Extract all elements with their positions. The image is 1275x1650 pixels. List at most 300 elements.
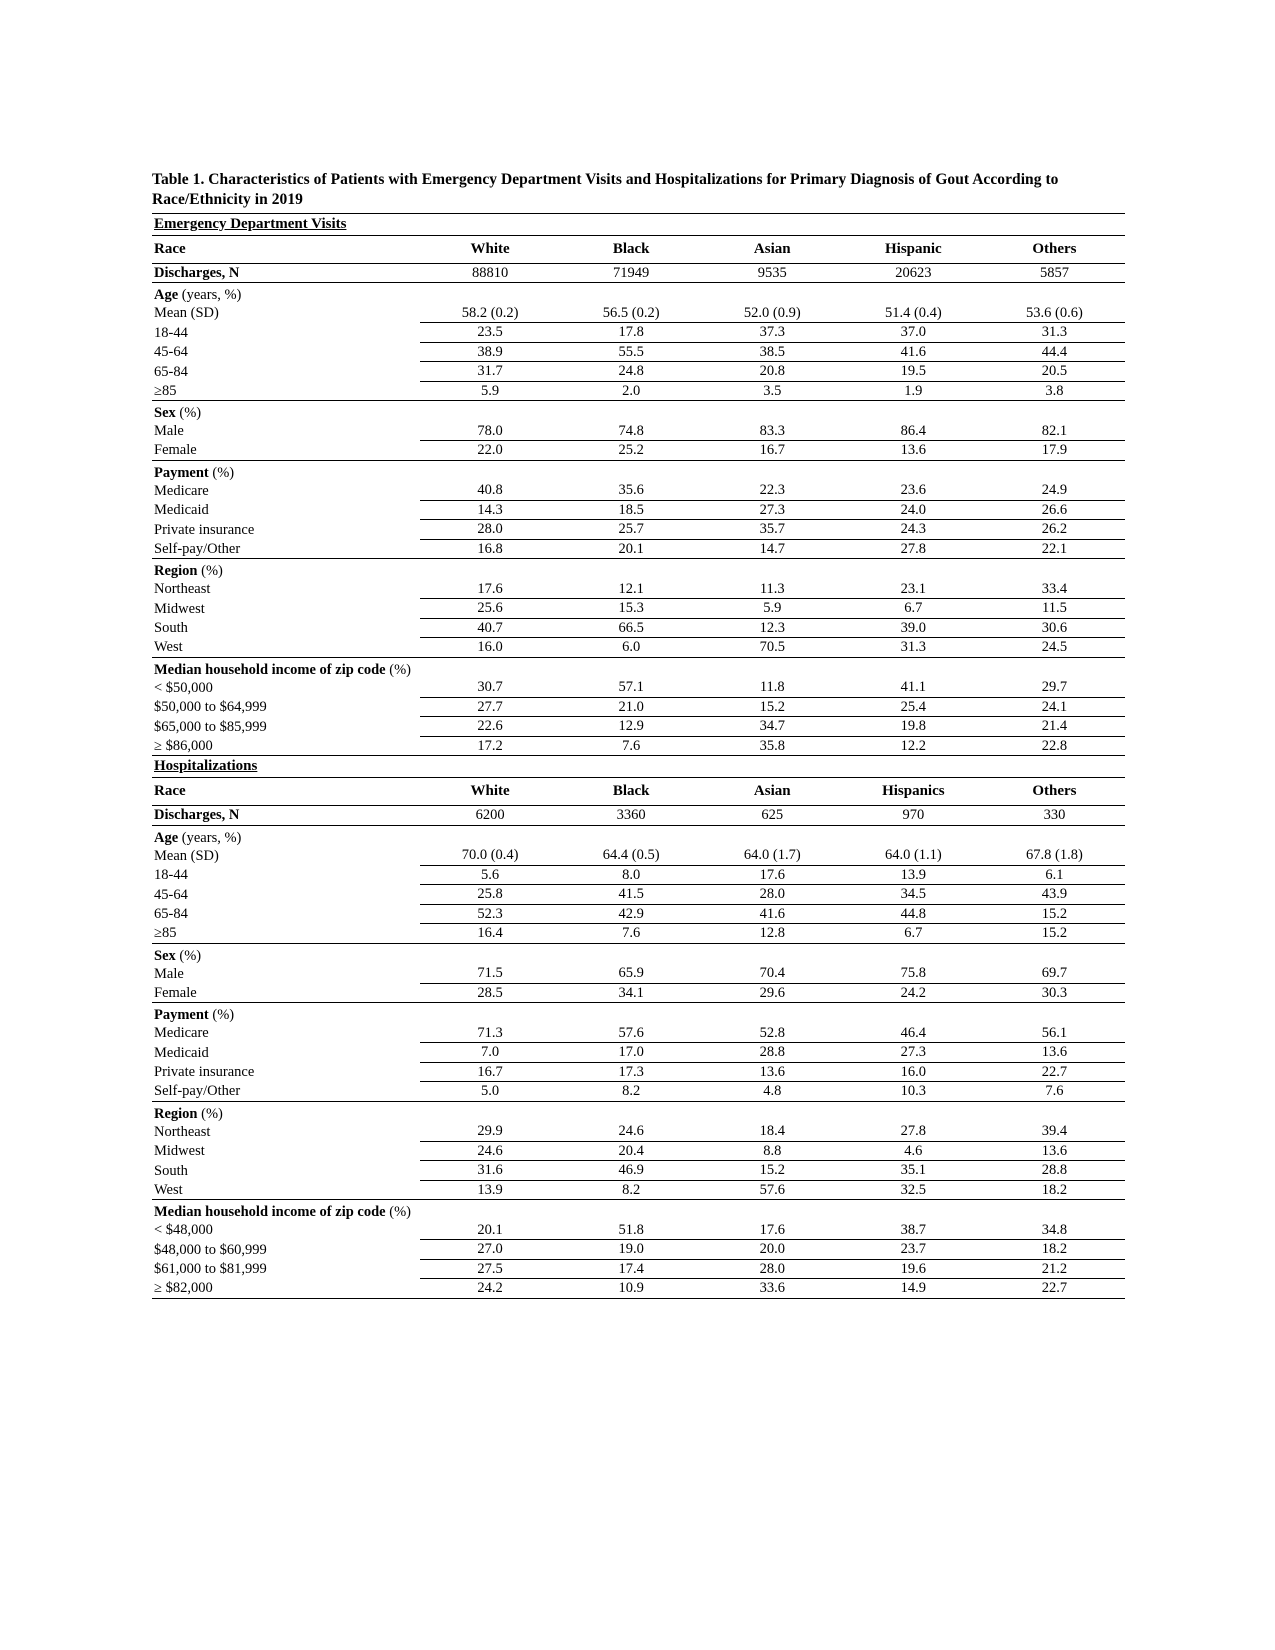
cell-value: 625 bbox=[702, 806, 843, 826]
cell-value: 6.7 bbox=[843, 924, 984, 944]
cell-value: 9535 bbox=[702, 263, 843, 283]
cell-value: 15.2 bbox=[702, 1161, 843, 1181]
cell-value: 23.5 bbox=[420, 323, 561, 343]
group-heading bbox=[152, 825, 1125, 846]
cell-value: 15.2 bbox=[984, 904, 1125, 924]
cell-value: 12.2 bbox=[843, 736, 984, 756]
cell-value: 6.0 bbox=[561, 638, 702, 658]
table-row bbox=[152, 638, 1125, 658]
row-label: Medicaid bbox=[154, 502, 209, 519]
cell-value: 17.9 bbox=[984, 441, 1125, 461]
row-label: $50,000 to $64,999 bbox=[154, 699, 267, 716]
table-row bbox=[152, 323, 1125, 343]
row-label: Medicaid bbox=[154, 1044, 209, 1061]
row-label: Discharges, N bbox=[152, 263, 420, 283]
cell-value: 5857 bbox=[984, 263, 1125, 283]
cell-value: 21.2 bbox=[984, 1259, 1125, 1279]
row-label: < $50,000 bbox=[154, 679, 213, 696]
group-heading-name: Payment bbox=[154, 1007, 209, 1024]
cell-value: 20.1 bbox=[561, 539, 702, 559]
table-row bbox=[152, 904, 1125, 924]
cell-value: 22.6 bbox=[420, 717, 561, 737]
cell-value: 6.1 bbox=[984, 865, 1125, 885]
column-header: Hispanic bbox=[843, 235, 984, 263]
column-header: Asian bbox=[702, 235, 843, 263]
cell-value: 67.8 (1.8) bbox=[984, 846, 1125, 865]
cell-value: 13.9 bbox=[843, 865, 984, 885]
cell-value: 13.6 bbox=[984, 1141, 1125, 1161]
group-heading bbox=[152, 943, 1125, 964]
group-heading-name: Region bbox=[154, 563, 198, 580]
cell-value: 35.8 bbox=[702, 736, 843, 756]
cell-value: 82.1 bbox=[984, 422, 1125, 441]
table-row bbox=[152, 964, 1125, 983]
cell-value: 5.0 bbox=[420, 1082, 561, 1102]
cell-value: 64.0 (1.7) bbox=[702, 846, 843, 865]
cell-value: 35.7 bbox=[702, 520, 843, 540]
cell-value: 20.0 bbox=[702, 1240, 843, 1260]
cell-value: 33.6 bbox=[702, 1279, 843, 1299]
cell-value: 22.1 bbox=[984, 539, 1125, 559]
cell-value: 5.9 bbox=[702, 599, 843, 619]
table-row bbox=[152, 1240, 1125, 1260]
table-row bbox=[152, 539, 1125, 559]
cell-value: 35.6 bbox=[561, 481, 702, 500]
cell-value: 24.0 bbox=[843, 500, 984, 520]
cell-value: 70.5 bbox=[702, 638, 843, 658]
cell-value: 6200 bbox=[420, 806, 561, 826]
cell-value: 17.6 bbox=[420, 580, 561, 599]
group-heading-unit: (%) bbox=[208, 1007, 235, 1024]
cell-value: 34.8 bbox=[984, 1221, 1125, 1240]
cell-value: 19.0 bbox=[561, 1240, 702, 1260]
cell-value: 13.6 bbox=[843, 441, 984, 461]
cell-value: 41.6 bbox=[702, 904, 843, 924]
group-heading bbox=[152, 1200, 1125, 1221]
table-row bbox=[152, 924, 1125, 944]
cell-value: 34.5 bbox=[843, 885, 984, 905]
cell-value: 13.6 bbox=[702, 1062, 843, 1082]
section-heading: Hospitalizations bbox=[152, 756, 1125, 778]
cell-value: 27.7 bbox=[420, 697, 561, 717]
cell-value: 38.9 bbox=[420, 342, 561, 362]
cell-value: 20.1 bbox=[420, 1221, 561, 1240]
column-header: Black bbox=[561, 778, 702, 806]
cell-value: 14.3 bbox=[420, 500, 561, 520]
cell-value: 34.7 bbox=[702, 717, 843, 737]
group-heading-name: Age bbox=[154, 287, 179, 304]
cell-value: 20623 bbox=[843, 263, 984, 283]
cell-value: 44.8 bbox=[843, 904, 984, 924]
cell-value: 16.8 bbox=[420, 539, 561, 559]
table-row bbox=[152, 1141, 1125, 1161]
cell-value: 16.4 bbox=[420, 924, 561, 944]
cell-value: 65.9 bbox=[561, 964, 702, 983]
cell-value: 32.5 bbox=[843, 1180, 984, 1200]
cell-value: 7.0 bbox=[420, 1043, 561, 1063]
cell-value: 83.3 bbox=[702, 422, 843, 441]
column-header: Race bbox=[152, 778, 420, 806]
cell-value: 56.1 bbox=[984, 1024, 1125, 1043]
cell-value: 71949 bbox=[561, 263, 702, 283]
cell-value: 8.8 bbox=[702, 1141, 843, 1161]
group-heading-unit: (%) bbox=[175, 947, 202, 964]
group-heading-unit: (%) bbox=[197, 1105, 223, 1122]
cell-value: 22.7 bbox=[984, 1279, 1125, 1299]
cell-value: 25.8 bbox=[420, 885, 561, 905]
cell-value: 38.5 bbox=[702, 342, 843, 362]
group-heading-unit: (%) bbox=[208, 464, 235, 481]
row-label: $48,000 to $60,999 bbox=[154, 1241, 267, 1258]
table-row bbox=[152, 342, 1125, 362]
table-caption-line1: Table 1. Characteristics of Patients with Emergency Department Visits and Hospitalizations for Primary Diagnosis of Gout bbox=[152, 171, 970, 188]
cell-value: 64.4 (0.5) bbox=[561, 846, 702, 865]
table-row bbox=[152, 1082, 1125, 1102]
cell-value: 11.3 bbox=[702, 580, 843, 599]
cell-value: 10.9 bbox=[561, 1279, 702, 1299]
cell-value: 41.5 bbox=[561, 885, 702, 905]
cell-value: 3.8 bbox=[984, 381, 1125, 401]
column-header: Asian bbox=[702, 778, 843, 806]
cell-value: 27.8 bbox=[843, 539, 984, 559]
table-row bbox=[152, 1024, 1125, 1043]
cell-value: 64.0 (1.1) bbox=[843, 846, 984, 865]
table-row bbox=[152, 618, 1125, 638]
cell-value: 24.6 bbox=[561, 1122, 702, 1141]
cell-value: 18.2 bbox=[984, 1180, 1125, 1200]
column-header: Black bbox=[561, 235, 702, 263]
cell-value: 30.6 bbox=[984, 618, 1125, 638]
cell-value: 27.3 bbox=[843, 1043, 984, 1063]
cell-value: 24.1 bbox=[984, 697, 1125, 717]
table-row bbox=[152, 580, 1125, 599]
cell-value: 2.0 bbox=[561, 381, 702, 401]
table-row bbox=[152, 1221, 1125, 1240]
cell-value: 17.0 bbox=[561, 1043, 702, 1063]
cell-value: 7.6 bbox=[561, 924, 702, 944]
cell-value: 46.4 bbox=[843, 1024, 984, 1043]
cell-value: 41.1 bbox=[843, 678, 984, 697]
cell-value: 56.5 (0.2) bbox=[561, 304, 702, 323]
cell-value: 31.6 bbox=[420, 1161, 561, 1181]
table-row bbox=[152, 1043, 1125, 1063]
column-header: White bbox=[420, 778, 561, 806]
cell-value: 26.6 bbox=[984, 500, 1125, 520]
cell-value: 46.9 bbox=[561, 1161, 702, 1181]
cell-value: 17.4 bbox=[561, 1259, 702, 1279]
cell-value: 28.5 bbox=[420, 983, 561, 1003]
row-label: Private insurance bbox=[154, 1064, 255, 1081]
cell-value: 330 bbox=[984, 806, 1125, 826]
row-label: Female bbox=[152, 441, 420, 461]
row-label: 18-44 bbox=[154, 867, 188, 884]
group-heading-name: Payment bbox=[154, 464, 209, 481]
row-label: Male bbox=[154, 965, 184, 982]
cell-value: 43.9 bbox=[984, 885, 1125, 905]
table-row bbox=[152, 846, 1125, 865]
row-label: Mean (SD) bbox=[154, 847, 219, 864]
cell-value: 16.0 bbox=[843, 1062, 984, 1082]
row-label: West bbox=[152, 1180, 420, 1200]
cell-value: 24.2 bbox=[420, 1279, 561, 1299]
row-label: 45-64 bbox=[154, 886, 188, 903]
characteristics-table bbox=[152, 213, 1125, 1299]
cell-value: 28.0 bbox=[702, 885, 843, 905]
cell-value: 14.9 bbox=[843, 1279, 984, 1299]
cell-value: 71.3 bbox=[420, 1024, 561, 1043]
cell-value: 15.2 bbox=[702, 697, 843, 717]
cell-value: 70.4 bbox=[702, 964, 843, 983]
table-row bbox=[152, 865, 1125, 885]
group-heading-name: Sex bbox=[154, 405, 176, 422]
table-row bbox=[152, 1122, 1125, 1141]
cell-value: 52.0 (0.9) bbox=[702, 304, 843, 323]
row-label: Northeast bbox=[154, 581, 211, 598]
cell-value: 71.5 bbox=[420, 964, 561, 983]
row-label: Medicare bbox=[154, 482, 209, 499]
cell-value: 21.0 bbox=[561, 697, 702, 717]
cell-value: 66.5 bbox=[561, 618, 702, 638]
cell-value: 20.4 bbox=[561, 1141, 702, 1161]
cell-value: 24.9 bbox=[984, 481, 1125, 500]
cell-value: 6.7 bbox=[843, 599, 984, 619]
cell-value: 75.8 bbox=[843, 964, 984, 983]
cell-value: 16.7 bbox=[702, 441, 843, 461]
cell-value: 17.3 bbox=[561, 1062, 702, 1082]
cell-value: 40.7 bbox=[420, 618, 561, 638]
cell-value: 10.3 bbox=[843, 1082, 984, 1102]
cell-value: 33.4 bbox=[984, 580, 1125, 599]
group-heading bbox=[152, 1003, 1125, 1024]
cell-value: 15.3 bbox=[561, 599, 702, 619]
row-label: Discharges, N bbox=[152, 806, 420, 826]
cell-value: 22.8 bbox=[984, 736, 1125, 756]
cell-value: 57.6 bbox=[561, 1024, 702, 1043]
cell-value: 31.3 bbox=[843, 638, 984, 658]
cell-value: 25.4 bbox=[843, 697, 984, 717]
cell-value: 5.6 bbox=[420, 865, 561, 885]
row-label: South bbox=[154, 620, 188, 637]
cell-value: 8.2 bbox=[561, 1180, 702, 1200]
cell-value: 3.5 bbox=[702, 381, 843, 401]
cell-value: 7.6 bbox=[984, 1082, 1125, 1102]
cell-value: 17.2 bbox=[420, 736, 561, 756]
cell-value: 8.0 bbox=[561, 865, 702, 885]
cell-value: 25.2 bbox=[561, 441, 702, 461]
cell-value: 41.6 bbox=[843, 342, 984, 362]
table-row bbox=[152, 678, 1125, 697]
row-label: Midwest bbox=[154, 600, 205, 617]
cell-value: 23.7 bbox=[843, 1240, 984, 1260]
cell-value: 17.6 bbox=[702, 1221, 843, 1240]
row-label: 65-84 bbox=[154, 363, 188, 380]
cell-value: 57.6 bbox=[702, 1180, 843, 1200]
group-heading-unit: (%) bbox=[385, 1204, 411, 1221]
cell-value: 18.2 bbox=[984, 1240, 1125, 1260]
cell-value: 39.0 bbox=[843, 618, 984, 638]
cell-value: 7.6 bbox=[561, 736, 702, 756]
cell-value: 37.0 bbox=[843, 323, 984, 343]
group-heading-unit: (years, %) bbox=[178, 829, 242, 846]
cell-value: 19.5 bbox=[843, 362, 984, 382]
cell-value: 28.8 bbox=[984, 1161, 1125, 1181]
row-label: Male bbox=[154, 423, 184, 440]
column-header: Others bbox=[984, 778, 1125, 806]
cell-value: 58.2 (0.2) bbox=[420, 304, 561, 323]
cell-value: 13.9 bbox=[420, 1180, 561, 1200]
group-heading-name: Sex bbox=[154, 947, 176, 964]
column-header: White bbox=[420, 235, 561, 263]
cell-value: 5.9 bbox=[420, 381, 561, 401]
group-heading bbox=[152, 283, 1125, 304]
cell-value: 12.9 bbox=[561, 717, 702, 737]
cell-value: 970 bbox=[843, 806, 984, 826]
table-row bbox=[152, 717, 1125, 737]
cell-value: 13.6 bbox=[984, 1043, 1125, 1063]
column-header: Hispanics bbox=[843, 778, 984, 806]
cell-value: 3360 bbox=[561, 806, 702, 826]
table-row bbox=[152, 983, 1125, 1003]
cell-value: 12.1 bbox=[561, 580, 702, 599]
cell-value: 24.5 bbox=[984, 638, 1125, 658]
table-row bbox=[152, 1161, 1125, 1181]
cell-value: 16.0 bbox=[420, 638, 561, 658]
cell-value: 22.3 bbox=[702, 481, 843, 500]
cell-value: 74.8 bbox=[561, 422, 702, 441]
cell-value: 44.4 bbox=[984, 342, 1125, 362]
cell-value: 29.6 bbox=[702, 983, 843, 1003]
cell-value: 38.7 bbox=[843, 1221, 984, 1240]
cell-value: 25.6 bbox=[420, 599, 561, 619]
cell-value: 26.2 bbox=[984, 520, 1125, 540]
cell-value: 34.1 bbox=[561, 983, 702, 1003]
group-heading-unit: (%) bbox=[197, 563, 223, 580]
table-caption bbox=[152, 170, 1125, 210]
table-caption-line2: According to Race/Ethnicity in 2019 bbox=[152, 171, 1059, 208]
table-row bbox=[152, 1062, 1125, 1082]
cell-value: 12.8 bbox=[702, 924, 843, 944]
table-row bbox=[152, 697, 1125, 717]
cell-value: 4.8 bbox=[702, 1082, 843, 1102]
cell-value: 30.7 bbox=[420, 678, 561, 697]
row-label: 65-84 bbox=[154, 906, 188, 923]
cell-value: 69.7 bbox=[984, 964, 1125, 983]
group-heading-unit: (%) bbox=[385, 661, 411, 678]
cell-value: 70.0 (0.4) bbox=[420, 846, 561, 865]
row-label: ≥ $86,000 bbox=[152, 736, 420, 756]
cell-value: 88810 bbox=[420, 263, 561, 283]
cell-value: 27.8 bbox=[843, 1122, 984, 1141]
table-row bbox=[152, 422, 1125, 441]
group-heading bbox=[152, 1101, 1125, 1122]
cell-value: 15.2 bbox=[984, 924, 1125, 944]
row-label: $65,000 to $85,999 bbox=[154, 718, 267, 735]
cell-value: 31.7 bbox=[420, 362, 561, 382]
cell-value: 78.0 bbox=[420, 422, 561, 441]
column-header: Race bbox=[152, 235, 420, 263]
group-heading bbox=[152, 559, 1125, 580]
cell-value: 52.3 bbox=[420, 904, 561, 924]
cell-value: 51.4 (0.4) bbox=[843, 304, 984, 323]
cell-value: 40.8 bbox=[420, 481, 561, 500]
cell-value: 35.1 bbox=[843, 1161, 984, 1181]
group-heading bbox=[152, 401, 1125, 422]
cell-value: 20.8 bbox=[702, 362, 843, 382]
row-label: Private insurance bbox=[154, 521, 255, 538]
cell-value: 8.2 bbox=[561, 1082, 702, 1102]
table-row bbox=[152, 599, 1125, 619]
row-label: Midwest bbox=[154, 1143, 205, 1160]
row-label: Self-pay/Other bbox=[152, 1082, 420, 1102]
table-row bbox=[152, 1279, 1125, 1299]
table-row bbox=[152, 362, 1125, 382]
cell-value: 14.7 bbox=[702, 539, 843, 559]
cell-value: 42.9 bbox=[561, 904, 702, 924]
table-row bbox=[152, 1180, 1125, 1200]
cell-value: 4.6 bbox=[843, 1141, 984, 1161]
cell-value: 19.6 bbox=[843, 1259, 984, 1279]
table-row bbox=[152, 441, 1125, 461]
cell-value: 39.4 bbox=[984, 1122, 1125, 1141]
cell-value: 51.8 bbox=[561, 1221, 702, 1240]
cell-value: 29.7 bbox=[984, 678, 1125, 697]
table-row bbox=[152, 520, 1125, 540]
cell-value: 20.5 bbox=[984, 362, 1125, 382]
cell-value: 22.7 bbox=[984, 1062, 1125, 1082]
cell-value: 27.3 bbox=[702, 500, 843, 520]
cell-value: 52.8 bbox=[702, 1024, 843, 1043]
cell-value: 29.9 bbox=[420, 1122, 561, 1141]
row-label: ≥ $82,000 bbox=[152, 1279, 420, 1299]
cell-value: 23.6 bbox=[843, 481, 984, 500]
group-heading-name: Region bbox=[154, 1105, 198, 1122]
column-header: Others bbox=[984, 235, 1125, 263]
table-row bbox=[152, 481, 1125, 500]
cell-value: 24.2 bbox=[843, 983, 984, 1003]
group-heading bbox=[152, 657, 1125, 678]
cell-value: 18.4 bbox=[702, 1122, 843, 1141]
cell-value: 12.3 bbox=[702, 618, 843, 638]
cell-value: 18.5 bbox=[561, 500, 702, 520]
row-label: Self-pay/Other bbox=[152, 539, 420, 559]
table-row bbox=[152, 1259, 1125, 1279]
group-heading-name: Age bbox=[154, 829, 179, 846]
cell-value: 21.4 bbox=[984, 717, 1125, 737]
cell-value: 24.8 bbox=[561, 362, 702, 382]
cell-value: 22.0 bbox=[420, 441, 561, 461]
row-label: < $48,000 bbox=[154, 1222, 213, 1239]
cell-value: 30.3 bbox=[984, 983, 1125, 1003]
cell-value: 53.6 (0.6) bbox=[984, 304, 1125, 323]
table-row bbox=[152, 304, 1125, 323]
cell-value: 1.9 bbox=[843, 381, 984, 401]
cell-value: 37.3 bbox=[702, 323, 843, 343]
row-label: ≥85 bbox=[152, 381, 420, 401]
row-label: Medicare bbox=[154, 1025, 209, 1042]
cell-value: 27.5 bbox=[420, 1259, 561, 1279]
table-row bbox=[152, 381, 1125, 401]
cell-value: 28.0 bbox=[420, 520, 561, 540]
row-label: Female bbox=[152, 983, 420, 1003]
row-label: $61,000 to $81,999 bbox=[154, 1261, 267, 1278]
cell-value: 31.3 bbox=[984, 323, 1125, 343]
table-row bbox=[152, 263, 1125, 283]
cell-value: 17.6 bbox=[702, 865, 843, 885]
cell-value: 55.5 bbox=[561, 342, 702, 362]
table-row bbox=[152, 736, 1125, 756]
row-label: 18-44 bbox=[154, 324, 188, 341]
cell-value: 28.8 bbox=[702, 1043, 843, 1063]
